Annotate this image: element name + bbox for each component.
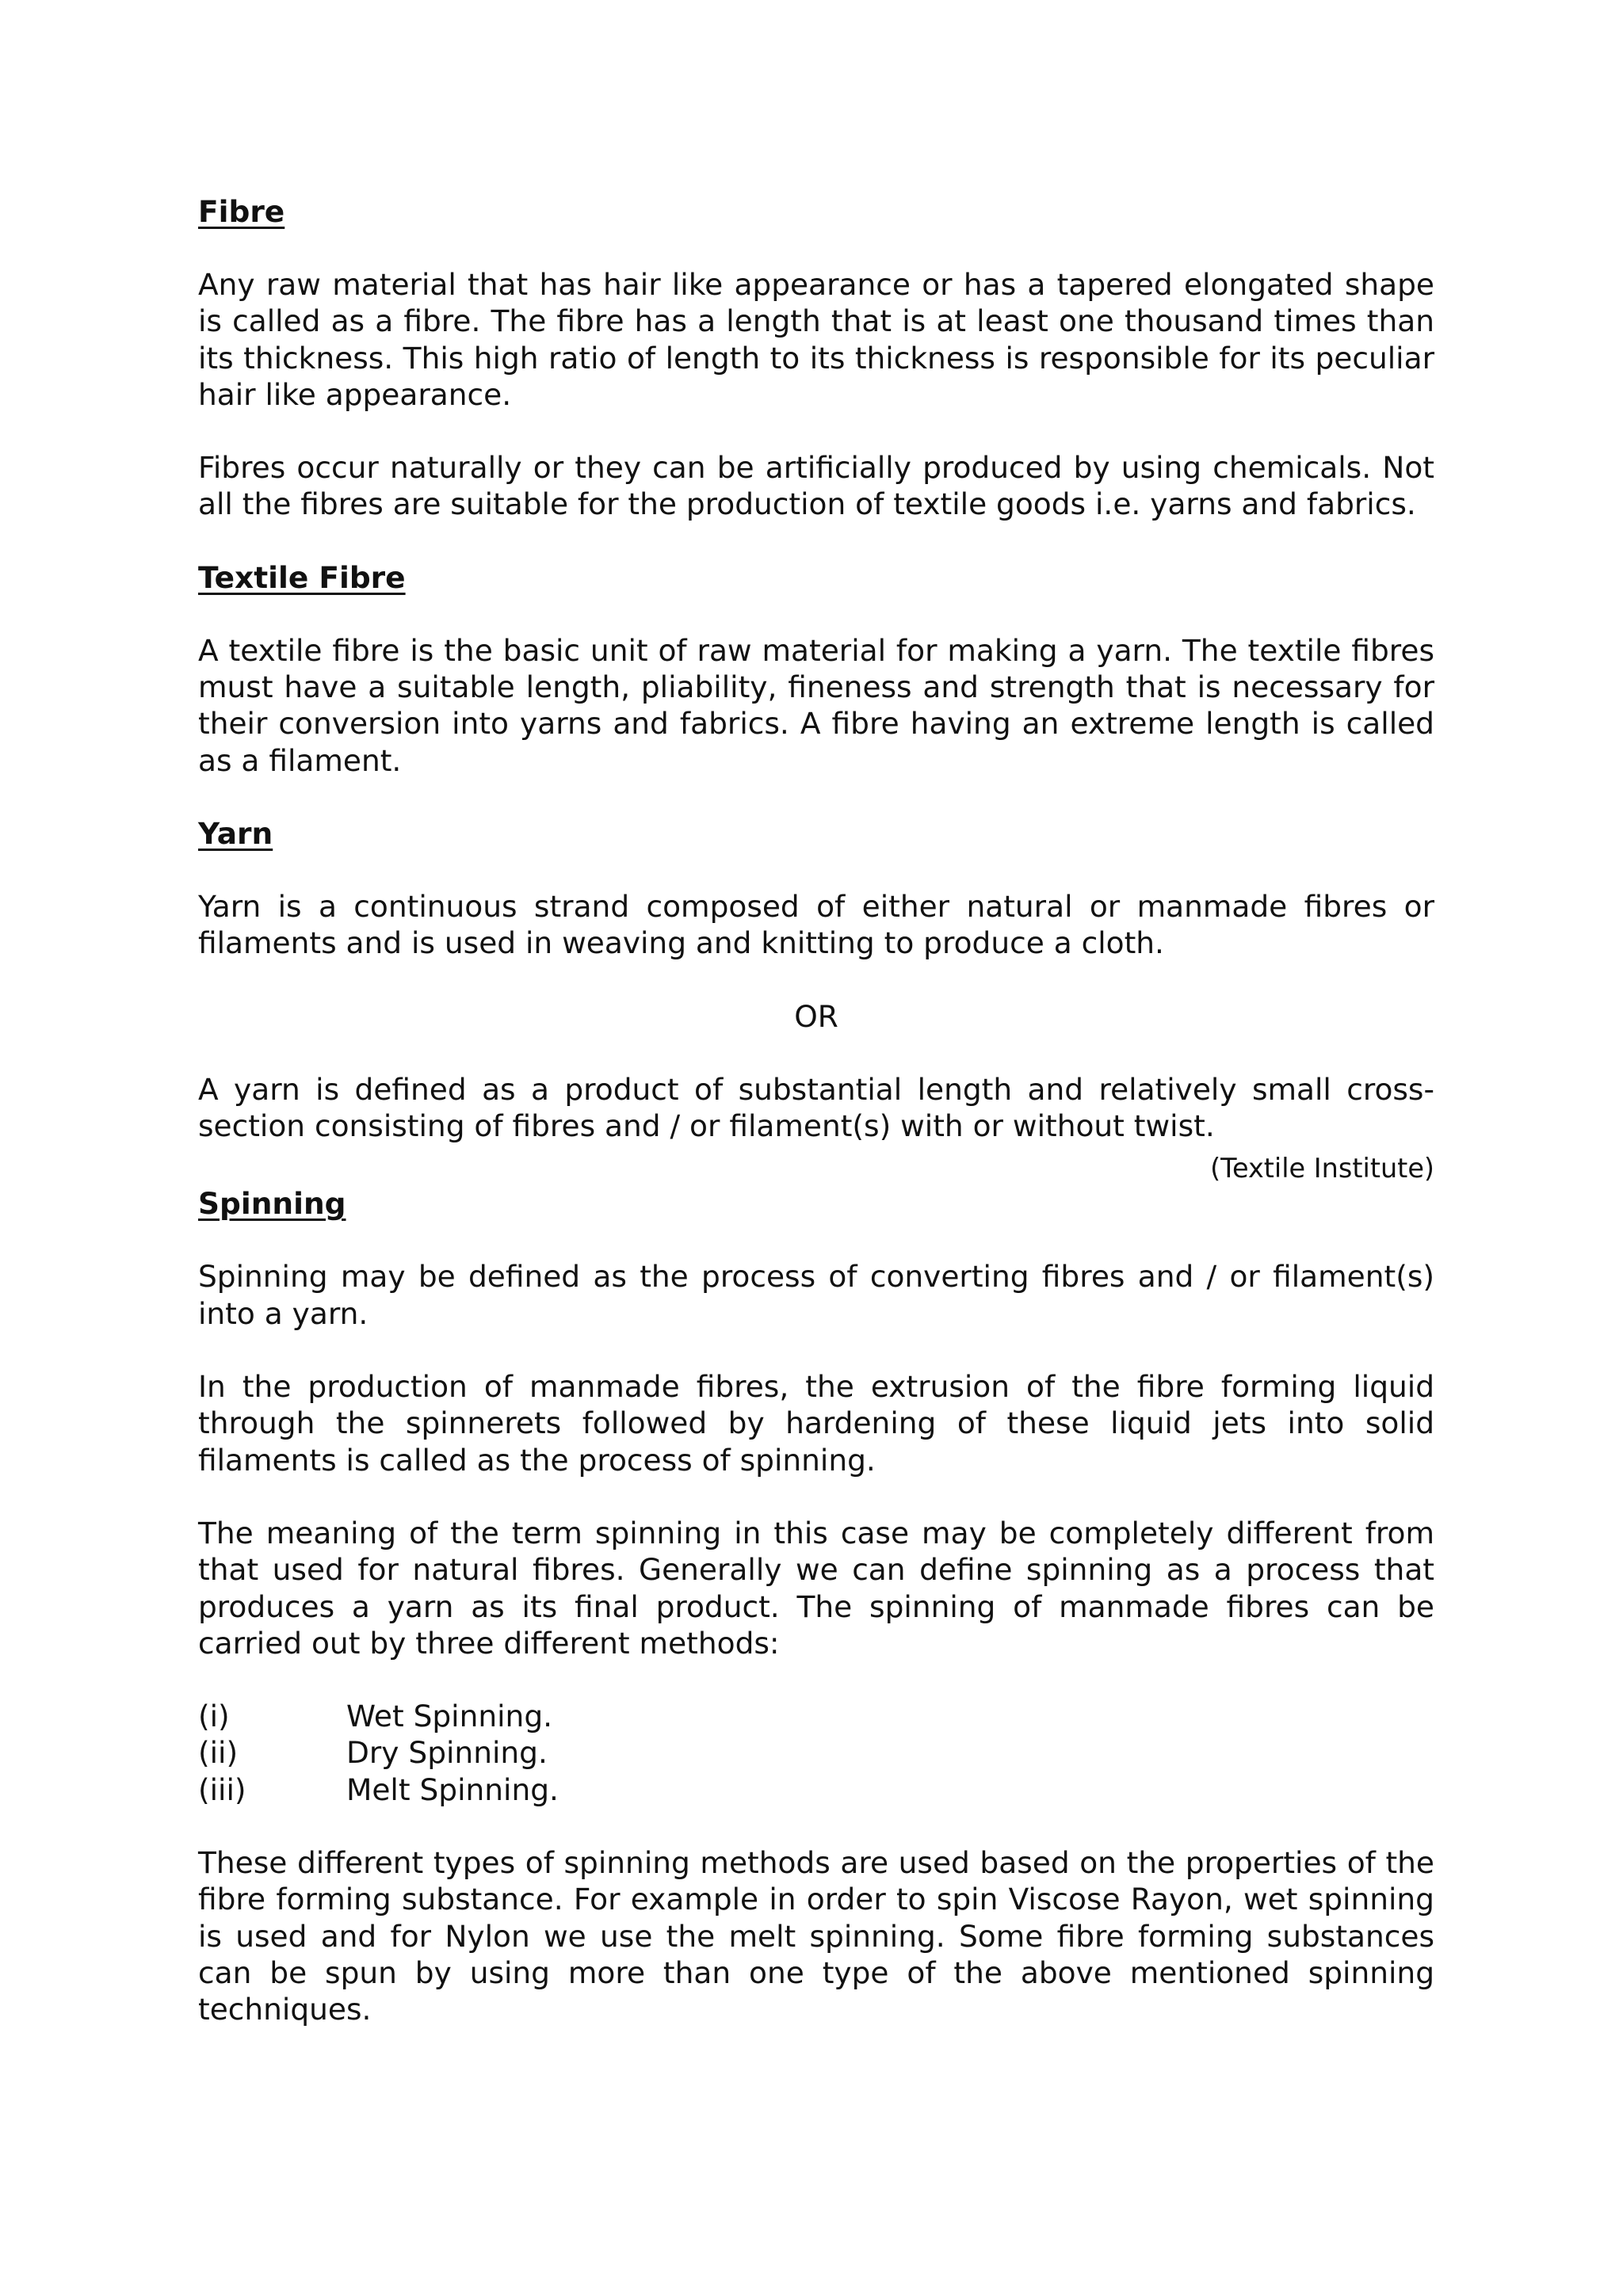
document-page (198, 193, 1434, 2065)
list-item (198, 1734, 1434, 1771)
spinning-paragraph-3: The meaning of the term spinning in this case may be completely different from that used for natural fibres. Generally we can define spinning as a process that produces a yarn as its final product. The spinning of manmade fibres can be carried out by three different methods: (198, 1515, 1434, 1661)
spinning-paragraph-1: Spinning may be defined as the process of converting fibres and / or filament(s) into a yarn. (198, 1259, 1434, 1331)
list-item (198, 1772, 1434, 1808)
citation-source: (Textile Institute) (1210, 1153, 1434, 1184)
or-separator: OR (794, 998, 838, 1034)
spinning-paragraph-4: These different types of spinning methods are used based on the properties of the fibre forming substance. For example in order to spin Viscose Rayon, wet spinning is used and for Nylon we use the melt spinning. Some fibre forming substances can be spun by using more than one type of the above mentioned spinning techniques. (198, 1845, 1434, 2027)
textile-fibre-paragraph: A textile fibre is the basic unit of raw material for making a yarn. The textile fibres must have a suitable length, pliability, fineness and strength that is necessary for their conversion into yarns and fabrics. A fibre having an extreme length is called as a filament. (198, 632, 1434, 778)
spinning-paragraph-2: In the production of manmade fibres, the extrusion of the fibre forming liquid through the spinnerets followed by hardening of these liquid jets into solid filaments is called as the process of spinning. (198, 1369, 1434, 1478)
fibre-paragraph-2: Fibres occur naturally or they can be artificially produced by using chemicals. Not all the fibres are suitable for the production of textile goods i.e. yarns and fabrics. (198, 450, 1434, 522)
list-item-label: Dry Spinning. (346, 1735, 548, 1771)
spinning-methods-list (198, 1698, 1434, 1808)
yarn-paragraph-1: Yarn is a continuous strand composed of either natural or manmade fibres or filaments and is used in weaving and knitting to produce a cloth. (198, 888, 1434, 961)
list-item-number: (iii) (198, 1772, 246, 1807)
heading-spinning: Spinning (198, 1186, 346, 1222)
heading-fibre: Fibre (198, 194, 285, 229)
list-item (198, 1698, 1434, 1734)
fibre-paragraph-1: Any raw material that has hair like appearance or has a tapered elongated shape is called as a fibre. The fibre has a length that is at least one thousand times than its thickness. This high ratio of length to its thickness is responsible for its peculiar hair like appearance. (198, 267, 1434, 412)
heading-yarn: Yarn (198, 815, 273, 851)
list-item-number: (ii) (198, 1735, 239, 1771)
yarn-paragraph-2: A yarn is defined as a product of substantial length and relatively small cross-section consisting of fibres and / or filament(s) with or without twist. (198, 1071, 1434, 1144)
list-item-label: Melt Spinning. (346, 1772, 559, 1807)
heading-textile-fibre: Textile Fibre (198, 559, 406, 595)
list-item-number: (i) (198, 1699, 230, 1734)
list-item-label: Wet Spinning. (346, 1699, 553, 1734)
